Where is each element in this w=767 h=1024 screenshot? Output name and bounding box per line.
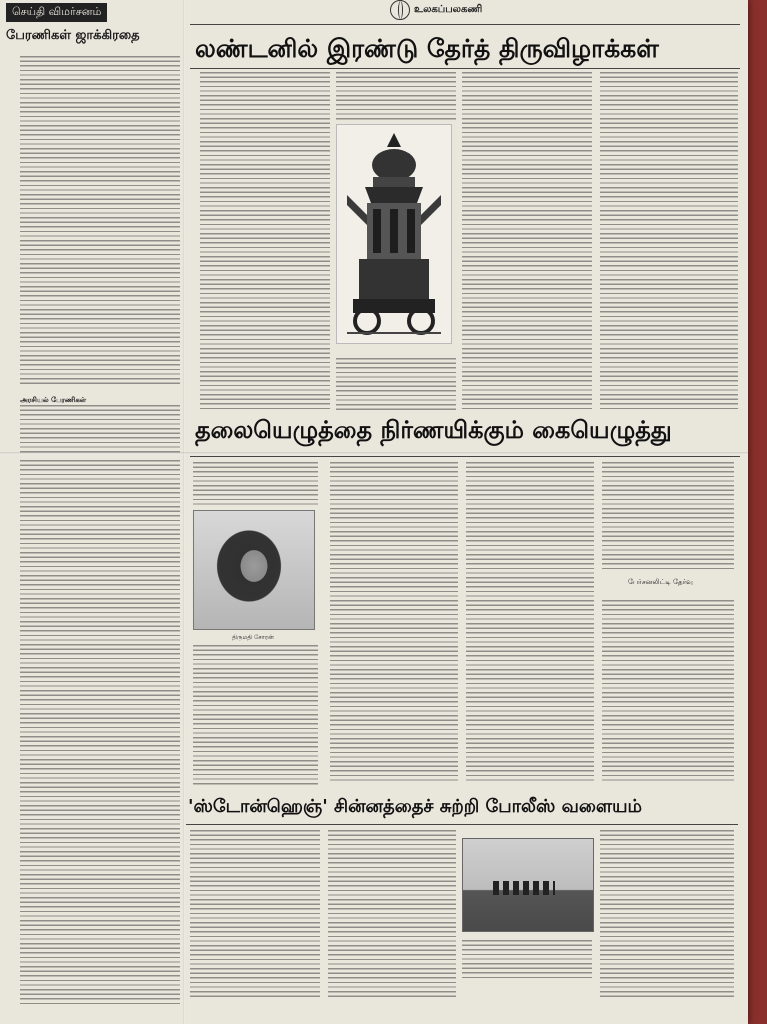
person-photo-caption: திருமதி சோரன்: [232, 634, 274, 641]
headline-rule-3: [186, 824, 738, 825]
masthead-rule: [190, 24, 740, 25]
article1-col1: [200, 72, 330, 410]
stonehenge-photo: [462, 838, 594, 932]
headline-chariot-festivals: லண்டனில் இரண்டு தேர்த் திருவிழாக்கள்: [195, 34, 659, 63]
woman-portrait-photo: [193, 510, 315, 630]
globe-icon: [390, 0, 410, 20]
article2-col4-top: [602, 462, 734, 572]
left-article-text-3: [20, 460, 180, 1005]
masthead-title: உலகப்பலகணி: [414, 4, 483, 15]
article2-col4-bottom: [602, 600, 734, 784]
left-article-text-1: [20, 56, 180, 386]
article3-col4: [600, 830, 734, 1000]
article2-col1: [193, 645, 318, 785]
section-tag: செய்தி விமர்சனம்: [6, 3, 107, 22]
article1-col2-bottom: [336, 358, 456, 410]
article3-photo-caption-text: [462, 940, 592, 980]
article1-col4: [600, 72, 738, 410]
article2-col3: [466, 462, 594, 784]
side-subhead: பேர்சனலிட்டி தேர்வு: [628, 578, 693, 586]
masthead: [390, 0, 510, 20]
article1-col3: [462, 72, 592, 410]
left-article-text-2: [20, 405, 180, 453]
left-article-title: பேரணிகள் ஜாக்கிரதை: [6, 28, 140, 43]
article2-col2: [330, 462, 458, 784]
article3-col1: [190, 830, 320, 1000]
headline-stonehenge: 'ஸ்டோன்ஹெஞ்' சின்னத்தைச் சுற்றி போலீஸ் வளையம்: [188, 796, 643, 817]
left-column: [6, 0, 178, 46]
stonehenge-stones: [493, 881, 555, 895]
left-subhead: அரசியல் பேரணிகள்: [20, 396, 87, 404]
article2-intro: [193, 462, 318, 506]
vertical-fold-crease: [183, 0, 185, 1024]
article3-col2: [328, 830, 456, 1000]
headline-rule-2: [190, 456, 740, 457]
headline-rule-1: [190, 68, 740, 69]
temple-chariot-illustration: [336, 124, 452, 344]
article1-col2-top: [336, 72, 456, 120]
headline-handwriting: தலையெழுத்தை நிர்ணயிக்கும் கையெழுத்து: [195, 416, 672, 444]
